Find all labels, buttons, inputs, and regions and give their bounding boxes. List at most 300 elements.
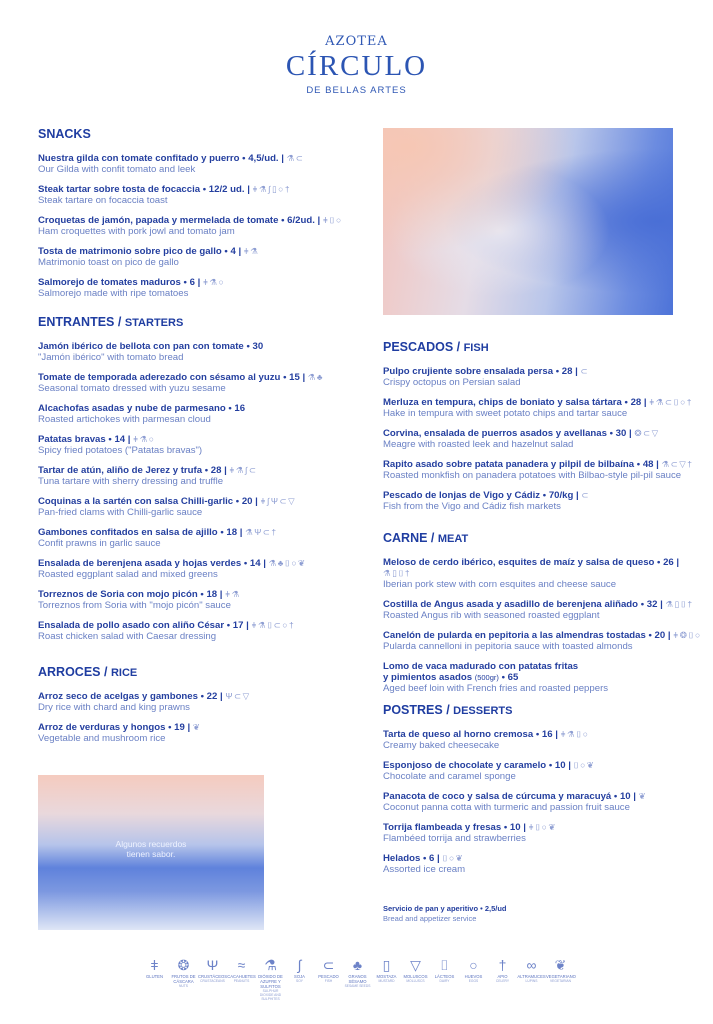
item-name: Meloso de cerdo ibérico, esquites de maíz y salsa de queso: [383, 557, 655, 568]
celery-icon: †: [288, 620, 296, 630]
gluten-icon: ǂ: [322, 215, 330, 225]
sulphites-icon: ⚗: [665, 599, 675, 609]
item-price: 32: [646, 599, 658, 610]
vegetarian-icon: ❦: [586, 760, 596, 770]
soy-icon: ∫: [268, 184, 272, 194]
section-title-es: ENTRANTES /: [38, 315, 125, 329]
sulphites-icon: ⚗: [250, 246, 260, 256]
item-name-line: Merluza en tempura, chips de boniato y salsa tártara • 28 | ǂ⚗⊂⌷○†: [383, 397, 693, 408]
image-caption: Algunos recuerdos tienen sabor.: [115, 839, 187, 859]
legend-item: [140, 956, 169, 1001]
legend-label: MOSTAZA: [376, 974, 397, 979]
soy-icon: ∫: [297, 957, 302, 973]
item-description: Roasted monkfish on panadera potatoes with Bilbao-style pil-pil sauce: [383, 470, 682, 481]
legend-item: [169, 956, 198, 1001]
item-price: 14: [114, 434, 126, 445]
allergen-icons: [203, 277, 225, 287]
sulphites-icon: ⚗: [268, 558, 278, 568]
sulphites-icon: ⚗: [383, 568, 393, 578]
eggs-icon: ○: [335, 215, 343, 225]
item-name-line: Ensalada de pollo asado con aliño César • 17 | ǂ⚗⌷⊂○†: [38, 620, 296, 631]
menu-item: [38, 589, 368, 611]
item-price: 10: [509, 822, 521, 833]
item-name-line: Pulpo crujiente sobre ensalada persa • 28 | ⊂: [383, 366, 590, 377]
item-name: Torreznos de Soria con mojo picón: [38, 589, 198, 600]
item-name-line: Torreznos de Soria con mojo picón • 18 | ǂ⚗: [38, 589, 241, 600]
item-price: 20: [654, 630, 666, 641]
fish-icon: ⊂: [670, 459, 680, 469]
legend-sublabel: CRUSTACEANS: [200, 979, 225, 983]
sesame-icon: ♣: [316, 372, 324, 382]
legend-label: CRUSTÁCEOS: [198, 974, 228, 979]
allergen-icons: [229, 465, 257, 475]
allergen-icons: [649, 397, 693, 407]
crustaceans-icon: Ψ: [206, 957, 219, 973]
item-description: Torreznos from Soria with "mojo picón" sauce: [38, 600, 231, 611]
lupins-icon: ∞: [526, 957, 537, 973]
item-name-line: Torrija flambeada y fresas • 10 | ǂ⌷○❦: [383, 822, 557, 833]
item-description: Pan-fried clams with Chilli-garlic sauce: [38, 507, 203, 518]
item-name-line: Esponjoso de chocolate y caramelo • 10 | ⌷○❦: [383, 760, 596, 771]
allergen-icons: [193, 722, 202, 732]
menu-item: [38, 691, 368, 713]
celery-icon: †: [284, 184, 292, 194]
section-title: [383, 531, 703, 545]
fish-icon: ⊂: [580, 366, 590, 376]
item-price: 15: [289, 372, 300, 383]
item-price: 30: [252, 341, 264, 352]
menu-item: [38, 527, 368, 549]
menu-item: [383, 428, 703, 450]
bread-service-name: Servicio de pan y aperitivo • 2,5/ud: [383, 904, 507, 913]
vegetarian-icon: ❦: [638, 791, 648, 801]
sulphites-icon: ⚗: [259, 184, 269, 194]
item-name: Merluza en tempura, chips de boniato y salsa tártara: [383, 397, 622, 408]
dairy-icon: ⌷: [573, 760, 581, 770]
item-name: Rapito asado sobre patata panadera y pilpil de bilbaína: [383, 459, 635, 470]
legend-sublabel: MUSTARD: [378, 979, 395, 983]
item-description: Matrimonio toast on pico de gallo: [38, 257, 179, 268]
item-price: 18: [206, 589, 218, 600]
legend-item: [227, 956, 256, 1001]
item-name-line: Rapito asado sobre patata panadera y pilpil de bilbaína • 48 | ⚗⊂▽†: [383, 459, 694, 470]
menu-item: [383, 822, 703, 844]
legend-label: CACAHUETES: [227, 974, 256, 979]
item-name-line: Tarta de queso al horno cremosa • 16 | ǂ⚗⌷○: [383, 729, 590, 740]
sulphites-icon: ⚗: [139, 434, 149, 444]
item-name-line: Steak tartar sobre tosta de focaccia • 12/2 ud. | ǂ⚗∫▯○†: [38, 184, 292, 195]
item-description: Vegetable and mushroom rice: [38, 733, 166, 744]
legend-label: FRUTOS DE CÁSCARA: [171, 974, 196, 984]
allergen-icons: [244, 246, 260, 256]
eggs-icon: ○: [218, 277, 226, 287]
item-price: 30: [615, 428, 627, 439]
section-snacks: [38, 127, 368, 308]
sulphites-icon: ⚗: [661, 459, 671, 469]
eggs-icon: ○: [278, 184, 285, 194]
allergen-icons: [308, 372, 324, 382]
allergen-icons: [665, 599, 693, 609]
menu-item: [383, 557, 703, 590]
menu-item: [38, 184, 368, 206]
dairy-icon: ⌷: [398, 568, 405, 578]
celery-icon: †: [687, 599, 694, 609]
legend-sublabel: CELERY: [495, 979, 510, 983]
sulphites-icon: ⚗: [307, 372, 317, 382]
item-name-line: Costilla de Angus asada y asadillo de berenjena aliñado • 32 | ⚗▯⌷†: [383, 599, 694, 610]
legend-label: LÁCTEOS: [434, 974, 455, 979]
dairy-icon: ⌷: [440, 957, 449, 973]
allergen-icons: [133, 434, 155, 444]
item-name: Panacota de coco y salsa de cúrcuma y maracuyá: [383, 791, 612, 802]
item-name-line: Tartar de atún, aliño de Jerez y trufa • 28 | ǂ⚗∫⊂: [38, 465, 258, 476]
item-description: Roasted Angus rib with seasoned roasted eggplant: [383, 610, 600, 621]
allergen-icons: [323, 215, 343, 225]
gluten-icon: ǂ: [560, 729, 568, 739]
item-price: 26: [663, 557, 674, 568]
allergen-icons: [251, 620, 295, 630]
item-name: Canelón de pularda en pepitoria a las almendras tostadas: [383, 630, 646, 641]
brand-subtitle: DE BELLAS ARTES: [306, 85, 407, 96]
item-price: 12/2 ud.: [208, 184, 245, 195]
vegetarian-icon: ❦: [455, 853, 465, 863]
allergen-icons: [662, 459, 694, 469]
section-title-en: DESSERTS: [453, 705, 513, 717]
item-description: Confit prawns in garlic sauce: [38, 538, 161, 549]
sulphites-icon: ⚗: [286, 153, 296, 163]
allergen-icons: [383, 568, 411, 578]
item-price: 10: [554, 760, 566, 771]
allergen-icons: [253, 184, 292, 194]
section-carne: [383, 531, 703, 703]
bread-service-desc: Bread and appetizer service: [383, 914, 477, 923]
item-name-line: Arroz seco de acelgas y gambones • 22 | Ψ⊂▽: [38, 691, 251, 702]
item-name-line: Nuestra gilda con tomate confitado y puerro • 4,5/ud. | ⚗⊂: [38, 153, 305, 164]
section-title: [38, 665, 368, 679]
fish-icon: ⊂: [262, 527, 272, 537]
item-name: Jamón ibérico de bellota con pan con tomate: [38, 341, 244, 352]
item-name-line: Panacota de coco y salsa de cúrcuma y maracuyá • 10 | ❦: [383, 791, 648, 802]
item-price: 16: [541, 729, 553, 740]
item-name-line: Patatas bravas • 14 | ǂ⚗○: [38, 434, 156, 445]
allergen-icons: [225, 691, 250, 701]
item-name: Tosta de matrimonio sobre pico de gallo: [38, 246, 222, 257]
section-title-es: SNACKS: [38, 127, 91, 141]
gluten-icon: ǂ: [252, 184, 260, 194]
brand-azotea: AZOTEA: [325, 34, 388, 49]
item-description: Seasonal tomato dressed with yuzu sesame: [38, 383, 226, 394]
legend-item: [401, 956, 430, 1001]
item-note: (500gr): [474, 673, 499, 682]
fish-icon: ⊂: [273, 620, 283, 630]
sulphites-icon: ⚗: [264, 957, 277, 973]
legend-sublabel: EGGS: [468, 979, 479, 983]
item-name: Alcachofas asadas y nube de parmesano: [38, 403, 226, 414]
vegetarian-icon: ❦: [192, 722, 202, 732]
sulphites-icon: ⚗: [245, 527, 255, 537]
dairy-icon: ⌷: [442, 853, 449, 863]
nuts-icon: ❂: [634, 428, 643, 438]
legend-item: [343, 956, 372, 1001]
allergen-icons: [287, 153, 305, 163]
eggs-icon: ○: [582, 729, 590, 739]
item-name: Patatas bravas: [38, 434, 106, 445]
item-name-line: Coquinas a la sartén con salsa Chilli-garlic • 20 | ǂ∫Ψ⊂▽: [38, 496, 297, 507]
item-name: Salmorejo de tomates maduros: [38, 277, 181, 288]
item-description: Flambéed torrija and strawberries: [383, 833, 526, 844]
item-name-line: Arroz de verduras y hongos • 19 | ❦: [38, 722, 202, 733]
eggs-icon: ○: [449, 853, 456, 863]
celery-icon: †: [686, 397, 693, 407]
menu-item: [38, 153, 368, 175]
soy-icon: ∫: [267, 496, 271, 506]
legend-sublabel: SULPHUR DIOXIDE AND SULPHITES: [259, 989, 282, 1001]
gluten-icon: ǂ: [133, 434, 140, 444]
menu-item: [38, 277, 368, 299]
item-description: Coconut panna cotta with turmeric and passion fruit sauce: [383, 802, 630, 813]
allergen-icons: [261, 496, 297, 506]
celery-icon: †: [404, 568, 412, 578]
legend-sublabel: SOY: [296, 979, 303, 983]
item-name-line: Tosta de matrimonio sobre pico de gallo • 4 | ǂ⚗: [38, 246, 260, 257]
dairy-icon: ⌷: [576, 729, 583, 739]
section-title-en: RICE: [110, 667, 138, 679]
item-description: Aged beef loin with French fries and roasted peppers: [383, 683, 609, 694]
item-description: Chocolate and caramel sponge: [383, 771, 516, 782]
item-name-line: Canelón de pularda en pepitoria a las almendras tostadas • 20 | ǂ❂⌷○: [383, 630, 702, 641]
molluscs-icon: ▽: [679, 459, 688, 469]
sesame-icon: ♣: [277, 558, 285, 568]
fish-icon: ⊂: [581, 490, 590, 500]
item-price: 17: [232, 620, 244, 631]
item-description: Salmorejo made with ripe tomatoes: [38, 288, 189, 299]
item-name-line: Helados • 6 | ⌷○❦: [383, 853, 465, 864]
item-description: Roasted artichokes with parmesan cloud: [38, 414, 211, 425]
item-price: 48: [642, 459, 654, 470]
item-name-line: Ensalada de berenjena asada y hojas verdes • 14 | ⚗♣⌷○❦: [38, 558, 307, 569]
item-name: Ensalada de berenjena asada y hojas verdes: [38, 558, 242, 569]
fish-icon: ⊂: [248, 465, 258, 475]
item-price: 6/2ud.: [287, 215, 315, 226]
item-description: "Jamón ibérico" with tomato bread: [38, 352, 184, 363]
legend-item: [285, 956, 314, 1001]
section-postres: [383, 703, 703, 884]
peanuts-icon: ≈: [237, 957, 246, 973]
item-price: 22: [206, 691, 218, 702]
sulphites-icon: ⚗: [231, 589, 241, 599]
molluscs-icon: ▽: [288, 496, 297, 506]
item-description: Hake in tempura with sweet potato chips and tartar sauce: [383, 408, 628, 419]
menu-item: [38, 341, 368, 363]
sulphites-icon: ⚗: [235, 465, 246, 475]
item-description: Crispy octopus on Persian salad: [383, 377, 521, 388]
section-title-es: CARNE /: [383, 531, 438, 545]
section-arroces: [38, 665, 368, 753]
dairy-icon: ⌷: [284, 558, 292, 568]
item-price: 19: [174, 722, 185, 733]
menu-item: [38, 620, 368, 642]
legend-sublabel: FISH: [324, 979, 333, 983]
item-name: Tomate de temporada aderezado con sésamo al yuzu: [38, 372, 281, 383]
item-description: Creamy baked cheesecake: [383, 740, 500, 751]
eggs-icon: ○: [694, 630, 702, 640]
nuts-icon: ❂: [679, 630, 689, 640]
legend-item: [488, 956, 517, 1001]
item-description: Spicy fried potatoes ("Patatas bravas"): [38, 445, 203, 456]
item-price: 14: [249, 558, 261, 569]
allergen-icons: [580, 366, 589, 376]
legend-sublabel: PEANUTS: [233, 979, 250, 983]
menu-item: [38, 434, 368, 456]
item-name-line: Gambones confitados en salsa de ajillo • 18 | ⚗Ψ⊂†: [38, 527, 278, 538]
item-description: Roast chicken salad with Caesar dressing: [38, 631, 217, 642]
item-name-line: Croquetas de jamón, papada y mermelada de tomate • 6/2ud. | ǂ⌷○: [38, 215, 343, 226]
item-name-line: Corvina, ensalada de puerros asados y avellanas • 30 | ❂⊂▽: [383, 428, 660, 439]
gluten-icon: ǂ: [649, 397, 656, 407]
legend-label: DIÓXIDO DE AZUFRE Y SULFITOS: [258, 974, 283, 989]
item-name-line: Alcachofas asadas y nube de parmesano • 16: [38, 403, 246, 414]
section-title: [383, 340, 703, 354]
allergen-icons: [581, 490, 590, 500]
legend-label: GLUTEN: [146, 974, 163, 979]
item-price: 16: [234, 403, 246, 414]
item-name-line: Salmorejo de tomates maduros • 6 | ǂ⚗○: [38, 277, 226, 288]
item-name-line: Meloso de cerdo ibérico, esquites de maíz y salsa de queso • 26 | ⚗▯⌷†: [383, 557, 680, 578]
menu-item: [383, 366, 703, 388]
menu-item: [38, 465, 368, 487]
crustaceans-icon: Ψ: [254, 527, 263, 537]
section-title: [383, 703, 703, 717]
eggs-icon: ○: [148, 434, 156, 444]
gluten-icon: ǂ: [150, 957, 159, 973]
celery-icon: †: [687, 459, 694, 469]
allergen-icons: [225, 589, 241, 599]
item-description: Meagre with roasted leek and hazelnut salad: [383, 439, 574, 450]
item-name: Corvina, ensalada de puerros asados y avellanas: [383, 428, 607, 439]
soy-icon: ∫: [245, 465, 249, 475]
menu-item: [383, 760, 703, 782]
sulphites-icon: ⚗: [567, 729, 577, 739]
vegetarian-icon: ❦: [554, 957, 567, 973]
celery-icon: †: [498, 957, 507, 973]
item-price: 70/kg: [548, 490, 574, 501]
molluscs-icon: ▽: [410, 957, 421, 973]
section-title-es: POSTRES /: [383, 703, 454, 717]
item-name: Gambones confitados en salsa de ajillo: [38, 527, 218, 538]
eggs-icon: ○: [580, 760, 587, 770]
gluten-icon: ǂ: [251, 620, 258, 630]
fish-icon: ⊂: [233, 691, 243, 701]
item-price: 20: [241, 496, 253, 507]
menu-item: [383, 490, 703, 512]
sulphites-icon: ⚗: [257, 620, 268, 630]
menu-item: [38, 558, 368, 580]
item-name: Pulpo crujiente sobre ensalada persa: [383, 366, 554, 377]
crustaceans-icon: Ψ: [270, 496, 280, 506]
gluten-icon: ǂ: [202, 277, 210, 287]
allergen-icons: [245, 527, 278, 537]
item-description: Ham croquettes with pork jowl and tomato jam: [38, 226, 235, 237]
eggs-icon: ○: [291, 558, 299, 568]
item-name: Torrija flambeada y fresas: [383, 822, 502, 833]
gradient-image-top: [383, 128, 673, 315]
legend-label: HUEVOS: [464, 974, 483, 979]
molluscs-icon: ▽: [651, 428, 660, 438]
legend-label: MOLUSCOS: [403, 974, 428, 979]
menu-item: [383, 853, 703, 875]
menu-item: [383, 397, 703, 419]
item-description: Dry rice with chard and king prawns: [38, 702, 190, 713]
section-title-es: PESCADOS /: [383, 340, 464, 354]
menu-item: [383, 630, 703, 652]
eggs-icon: ○: [541, 822, 549, 832]
gluten-icon: ǂ: [243, 246, 251, 256]
item-name: Helados: [383, 853, 421, 864]
item-description: Tuna tartare with sherry dressing and truffle: [38, 476, 224, 487]
legend-item: [430, 956, 459, 1001]
gluten-icon: ǂ: [528, 822, 536, 832]
menu-item: [38, 496, 368, 518]
section-title-en: STARTERS: [124, 317, 184, 329]
item-description: Fish from the Vigo and Cádiz fish markets: [383, 501, 561, 512]
legend-sublabel: MOLLUSCS: [406, 979, 425, 983]
mustard-icon: ▯: [271, 184, 279, 194]
item-price: 28: [561, 366, 573, 377]
menu-item: [383, 599, 703, 621]
bread-service: [383, 904, 507, 924]
section-entrantes: [38, 315, 368, 651]
section-title-es: ARROCES /: [38, 665, 111, 679]
item-price: 65: [507, 672, 519, 683]
menu-item: [38, 372, 368, 394]
celery-icon: †: [271, 527, 278, 537]
section-title-en: FISH: [463, 342, 489, 354]
legend-sublabel: SESAME SEEDS: [344, 984, 371, 988]
gluten-icon: ǂ: [260, 496, 267, 506]
menu-item: [38, 215, 368, 237]
item-price: 6: [189, 277, 195, 288]
legend-item: [198, 956, 227, 1001]
eggs-icon: ○: [680, 397, 687, 407]
menu-item: [38, 403, 368, 425]
mustard-icon: ▯: [392, 568, 399, 578]
item-name: Tartar de atún, aliño de Jerez y trufa: [38, 465, 205, 476]
gluten-icon: ǂ: [673, 630, 680, 640]
allergen-icons: [529, 822, 557, 832]
legend-sublabel: LUPINS: [525, 979, 538, 983]
item-name: Nuestra gilda con tomate confitado y puerro: [38, 153, 240, 164]
item-price: 18: [226, 527, 238, 538]
item-description: Pularda cannelloni in pepitoria sauce with toasted almonds: [383, 641, 633, 652]
sesame-icon: ♣: [352, 957, 363, 973]
mustard-icon: ▯: [382, 957, 391, 973]
item-description: Assorted ice cream: [383, 864, 466, 875]
eggs-icon: ○: [469, 957, 478, 973]
molluscs-icon: ▽: [242, 691, 251, 701]
item-name: Ensalada de pollo asado con aliño César: [38, 620, 225, 631]
menu-item: [383, 661, 703, 694]
sulphites-icon: ⚗: [655, 397, 665, 407]
item-name-line: Lomo de vaca madurado con patatas fritas y pimientos asados (500gr) • 65: [383, 661, 579, 683]
item-description: Iberian pork stew with corn esquites and cheese sauce: [383, 579, 617, 590]
brand-circulo: CÍRCULO: [285, 50, 428, 82]
section-title: [38, 127, 368, 141]
item-name-line: Tomate de temporada aderezado con sésamo al yuzu • 15 | ⚗♣: [38, 372, 324, 383]
legend-label: SOJA: [294, 974, 305, 979]
item-price: 6: [429, 853, 435, 864]
section-pescados: [383, 340, 703, 521]
item-name: Tarta de queso al horno cremosa: [383, 729, 534, 740]
